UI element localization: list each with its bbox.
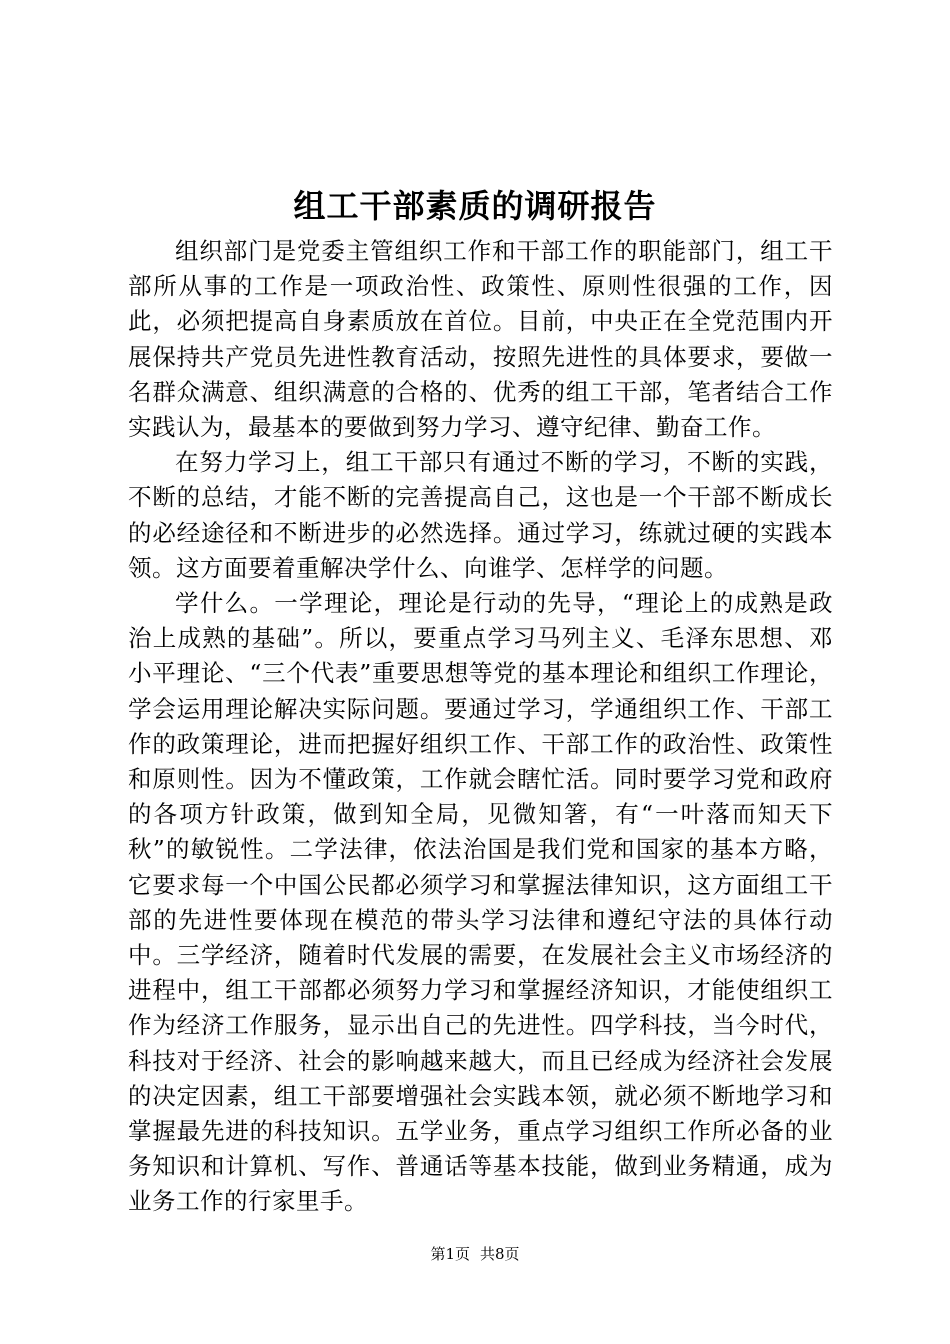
paragraph-study: 在努力学习上，组工干部只有通过不断的学习，不断的实践，不断的总结，才能不断的完善提高自己，这也是一个干部不断成长的必经途径和不断进步的必然选择。通过学习，练就过硬的实践本领。这方面要着重解决学什么、向谁学、怎样学的问题。 [128,448,833,582]
page-number: 第1页 [430,1245,470,1263]
document-body [128,234,833,1220]
page-total: 共8页 [480,1245,520,1263]
paragraph-intro: 组织部门是党委主管组织工作和干部工作的职能部门，组工干部所从事的工作是一项政治性、政策性、原则性很强的工作，因此，必须把提高自身素质放在首位。目前，中央正在全党范围内开展保持共产党员先进性教育活动，按照先进性的具体要求，要做一名群众满意、组织满意的合格的、优秀的组工干部，笔者结合工作实践认为，最基本的要做到努力学习、遵守纪律、勤奋工作。 [128,237,833,442]
paragraph-what-to-learn: 学什么。一学理论，理论是行动的先导，“理论上的成熟是政治上成熟的基础”。所以，要重点学习马列主义、毛泽东思想、邓小平理论、“三个代表”重要思想等党的基本理论和组织工作理论，学会运用理论解决实际问题。要通过学习，学通组织工作、干部工作的政策理论，进而把握好组织工作、干部工作的政治性、政策性和原则性。因为不懂政策，工作就会瞎忙活。同时要学习党和政府的各项方针政策，做到知全局，见微知箸，有“一叶落而知天下秋”的敏锐性。二学法律，依法治国是我们党和国家的基本方略，它要求每一个中国公民都必须学习和掌握法律知识，这方面组工干部的先进性要体现在模范的带头学习法律和遵纪守法的具体行动中。三学经济，随着时代发展的需要，在发展社会主义市场经济的进程中，组工干部都必须努力学习和掌握经济知识，才能使组织工作为经济工作服务，显示出自己的先进性。四学科技，当今时代，科技对于经济、社会的影响越来越大，而且已经成为经济社会发展的决定因素，组工干部要增强社会实践本领，就必须不断地学习和掌握最先进的科技知识。五学业务，重点学习组织工作所必备的业务知识和计算机、写作、普通话等基本技能，做到业务精通，成为业务工作的行家里手。 [128,589,833,1216]
page-footer [0,1244,950,1264]
document-title: 组工干部素质的调研报告 [293,187,657,225]
